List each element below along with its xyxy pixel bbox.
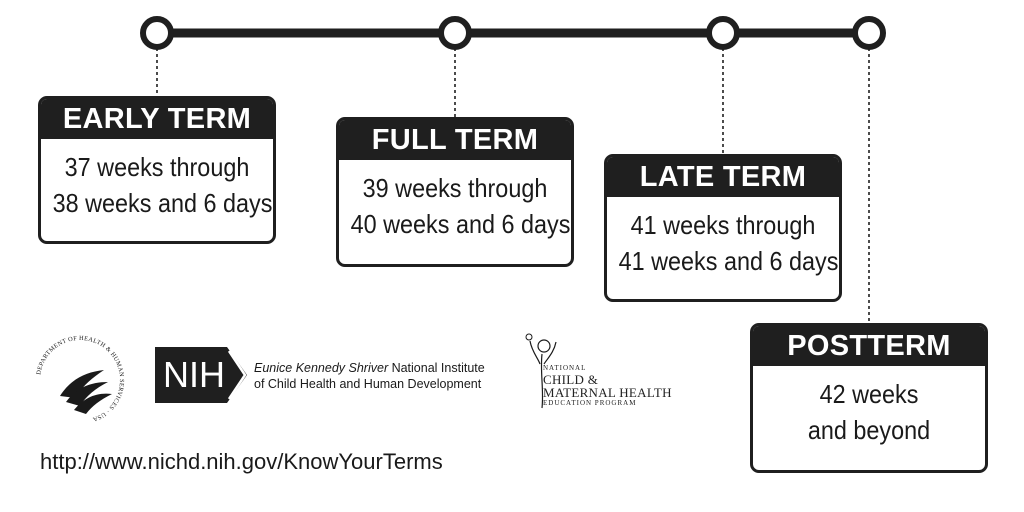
stage-range-line1: 39 weeks through [362, 173, 548, 203]
ncmhep-logo-text [543, 364, 672, 408]
hhs-seal-logo [30, 330, 130, 430]
stage-range-line1: 37 weeks through [64, 152, 250, 182]
hhs-seal-text: DEPARTMENT OF HEALTH & HUMAN SERVICES · USA [35, 334, 126, 423]
stage-range-line1: 42 weeks [819, 379, 919, 409]
stage-title: EARLY TERM [41, 99, 273, 139]
know-your-terms-url[interactable]: http://www.nichd.nih.gov/KnowYourTerms [40, 449, 443, 474]
nichd-name-line2: of Child Health and Human Development [254, 377, 482, 391]
stage-range-line2: 38 weeks and 6 days [52, 188, 273, 218]
nichd-name-rest: National Institute [388, 361, 485, 375]
stage-range-line1: 41 weeks through [630, 210, 816, 240]
timeline-node-late [709, 19, 737, 47]
timeline-node-post [855, 19, 883, 47]
stage-title: LATE TERM [607, 157, 839, 197]
stage-card-full-term [336, 117, 574, 267]
ncmhep-national: NATIONAL [543, 364, 587, 372]
stage-title: FULL TERM [339, 120, 571, 160]
stage-card-late-term [604, 154, 842, 302]
stage-range [753, 366, 985, 448]
ncmhep-program: EDUCATION PROGRAM [543, 399, 637, 407]
nih-mark: NIH [163, 354, 225, 395]
stage-title: POSTTERM [753, 326, 985, 366]
stage-range [607, 197, 839, 279]
timeline-node-full [441, 19, 469, 47]
nichd-name-italic: Eunice Kennedy Shriver [254, 361, 389, 375]
stage-range [339, 160, 571, 242]
timeline-node-early [143, 19, 171, 47]
stage-card-early-term [38, 96, 276, 244]
stage-card-postterm [750, 323, 988, 473]
stage-range-line2: 40 weeks and 6 days [350, 209, 571, 239]
stage-range [41, 139, 273, 221]
nih-logo [155, 345, 251, 405]
nichd-name [254, 360, 485, 392]
stage-range-line2: and beyond [807, 415, 931, 445]
ncmhep-maternal: MATERNAL HEALTH [543, 385, 672, 400]
ncmhep-child: CHILD & [543, 372, 599, 387]
stage-range-line2: 41 weeks and 6 days [618, 246, 839, 276]
